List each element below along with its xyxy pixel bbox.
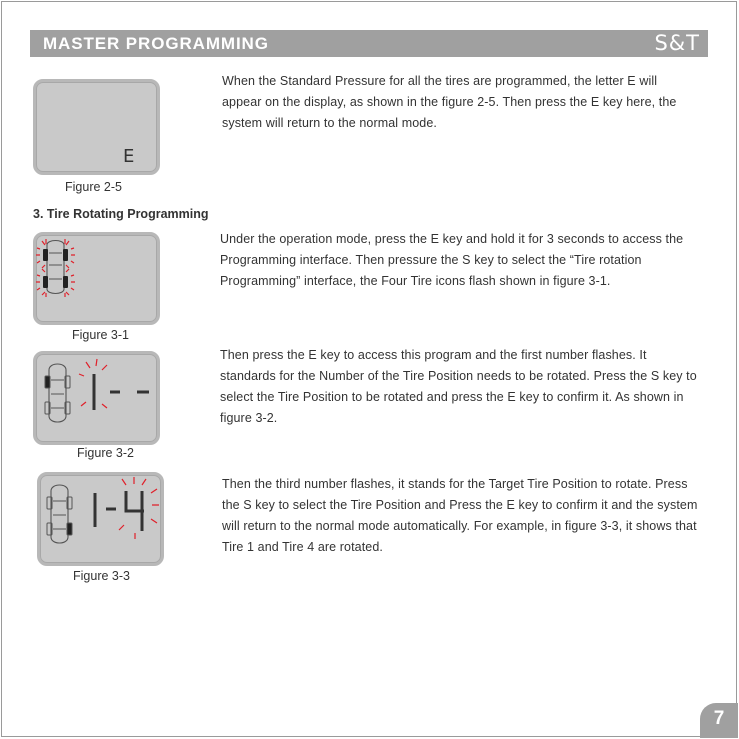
car-icon [51,485,68,543]
figure-caption-3-2: Figure 3-2 [77,446,134,460]
figure-caption-3-1: Figure 3-1 [72,328,129,342]
lcd-letter-e: E [123,146,135,167]
figure-caption-3-3: Figure 3-3 [73,569,130,583]
lcd-display-figure-3-1 [33,232,160,325]
lcd-content-3-3 [40,475,167,569]
paragraph-figure-3-2: Then press the E key to access this program and the first number flashes. It standards for the Number of the Tire Position needs to be rotated. Press the S key to select the Tire Position to be rotated and press the E key to confirm it. As shown in figure 3-2. [220,348,697,425]
digit-4-flashing [119,477,159,539]
page-number-tab [700,703,738,738]
header-bar [30,30,708,57]
page-title: MASTER PROGRAMMING [43,34,269,53]
lcd-display-figure-3-3 [37,472,164,566]
figure-caption-2-5: Figure 2-5 [65,180,122,194]
paragraph-figure-2-5: When the Standard Pressure for all the tires are programmed, the letter E will appear on the display, as shown in the figure 2-5. Then press the E key here, the system will return to the normal mode. [222,74,677,130]
car-icon [47,241,64,294]
section-heading-tire-rotating: 3. Tire Rotating Programming [33,207,209,221]
lcd-display-figure-3-2 [33,351,160,445]
flash-rays [36,239,75,297]
paragraph-figure-3-1: Under the operation mode, press the E key and hold it for 3 seconds to access the Programming interface. Then pressure the S key to select the “Tire rotation Programming” interface, the Four Tire icons flash shown in figure 3-1. [220,232,684,288]
lcd-display-figure-2-5 [33,79,160,175]
lcd-content-3-2 [36,354,163,448]
car-tire-icons-flashing [36,235,163,328]
page-number: 7 [713,708,725,729]
paragraph-figure-3-3: Then the third number flashes, it stands for the Target Tire Position to rotate. Press the S key to select the Tire Position and Press the E key to confirm it and the system will return to the normal mode automatically. For example, in figure 3-3, it shows that Tire 1 and Tire 4 are rotated. [222,477,698,554]
digit-1-flashing [79,359,107,410]
brand-logo: S&T [654,31,700,55]
car-icon [49,364,66,422]
